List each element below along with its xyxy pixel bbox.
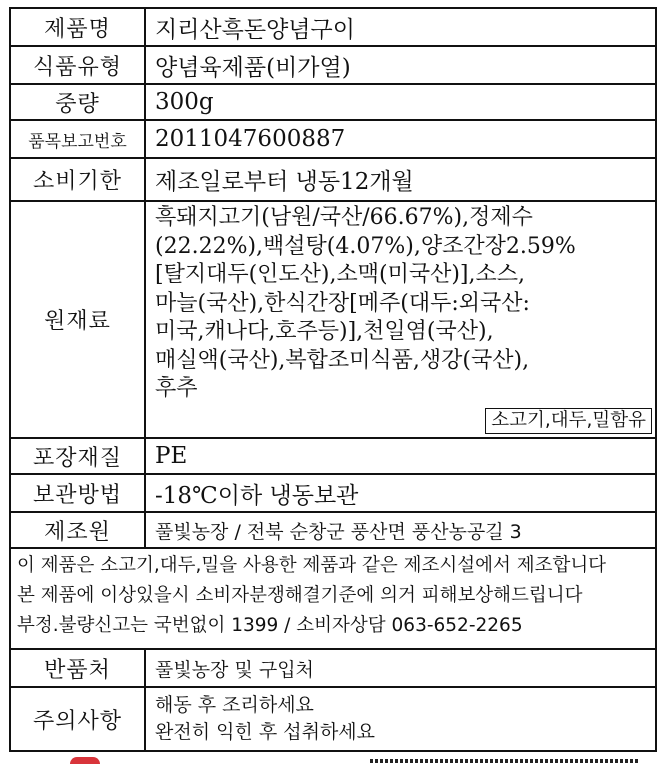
- value-weight: 300g: [155, 89, 214, 115]
- notice-text: [17, 549, 651, 648]
- value-food-type: 양념육제품(비가열): [155, 54, 351, 81]
- header-weight: 중량: [11, 85, 146, 119]
- header-storage: 보관방법: [11, 475, 146, 511]
- row-product-name: [11, 9, 655, 47]
- notice-line: 이 제품은 소고기,대두,밀을 사용한 제품과 같은 제조시설에서 제조합니다: [17, 555, 607, 576]
- header-product-name: 제품명: [11, 9, 146, 45]
- row-weight: [11, 85, 655, 121]
- row-expiration: [11, 159, 655, 202]
- row-notice: [11, 549, 655, 650]
- row-manufacturer: [11, 513, 655, 549]
- ingredient-line: 마늘(국산),한식간장[메주(대두:외국산:: [155, 290, 530, 316]
- value-ingredients: [155, 202, 649, 437]
- header-packaging: 포장재질: [11, 439, 146, 473]
- header-food-type: 식품유형: [11, 47, 146, 83]
- allergen-badge: 소고기,대두,밀함유: [485, 408, 652, 434]
- notice-line: 본 제품에 이상있을시 소비자분쟁해결기준에 의거 피해보상해드립니다: [17, 585, 583, 606]
- header-returns: 반품처: [11, 650, 146, 686]
- value-manufacturer: 풀빛농장 / 전북 순창군 풍산면 풍산농공길 3: [155, 520, 522, 543]
- value-cautions: [155, 688, 649, 750]
- row-ingredients: [11, 202, 655, 439]
- value-packaging: PE: [155, 443, 188, 469]
- ingredient-line: 흑돼지고기(남원/국산/66.67%),정제수: [155, 205, 533, 230]
- header-report-number: 품목보고번호: [11, 121, 146, 157]
- cropped-footer-text: [370, 755, 640, 764]
- red-logo-mark: [70, 757, 100, 764]
- ingredient-line: 미국,캐나다,호주등)],천일염(국산),: [155, 319, 494, 344]
- caution-line: 해동 후 조리하세요: [155, 694, 314, 716]
- ingredient-line: [탈지대두(인도산),소맥(미국산)],소스,: [155, 262, 526, 287]
- row-storage: [11, 475, 655, 513]
- value-expiration: 제조일로부터 냉동12개월: [155, 169, 414, 195]
- ingredient-line: (22.22%),백설탕(4.07%),양조간장2.59%: [155, 233, 576, 259]
- header-manufacturer: 제조원: [11, 513, 146, 547]
- row-packaging: [11, 439, 655, 475]
- header-expiration: 소비기한: [11, 159, 146, 200]
- value-storage: -18℃이하 냉동보관: [155, 482, 359, 509]
- value-report-number: 2011047600887: [155, 126, 346, 152]
- ingredient-line: 매실액(국산),복합조미식품,생강(국산),: [155, 347, 530, 373]
- row-food-type: [11, 47, 655, 85]
- notice-line: 부정.불량신고는 국번없이 1399 / 소비자상담 063-652-2265: [17, 615, 523, 636]
- ingredient-line: 후추: [155, 376, 198, 401]
- row-returns: [11, 650, 655, 688]
- product-label: [9, 7, 657, 752]
- value-returns: 풀빛농장 및 구입처: [155, 658, 314, 681]
- header-ingredients: 원재료: [11, 202, 146, 437]
- caution-line: 완전히 익힌 후 섭취하세요: [155, 721, 376, 743]
- value-product-name: 지리산흑돈양념구이: [155, 16, 355, 43]
- header-cautions: 주의사항: [11, 688, 146, 750]
- row-report-number: [11, 121, 655, 159]
- row-cautions: [11, 688, 655, 750]
